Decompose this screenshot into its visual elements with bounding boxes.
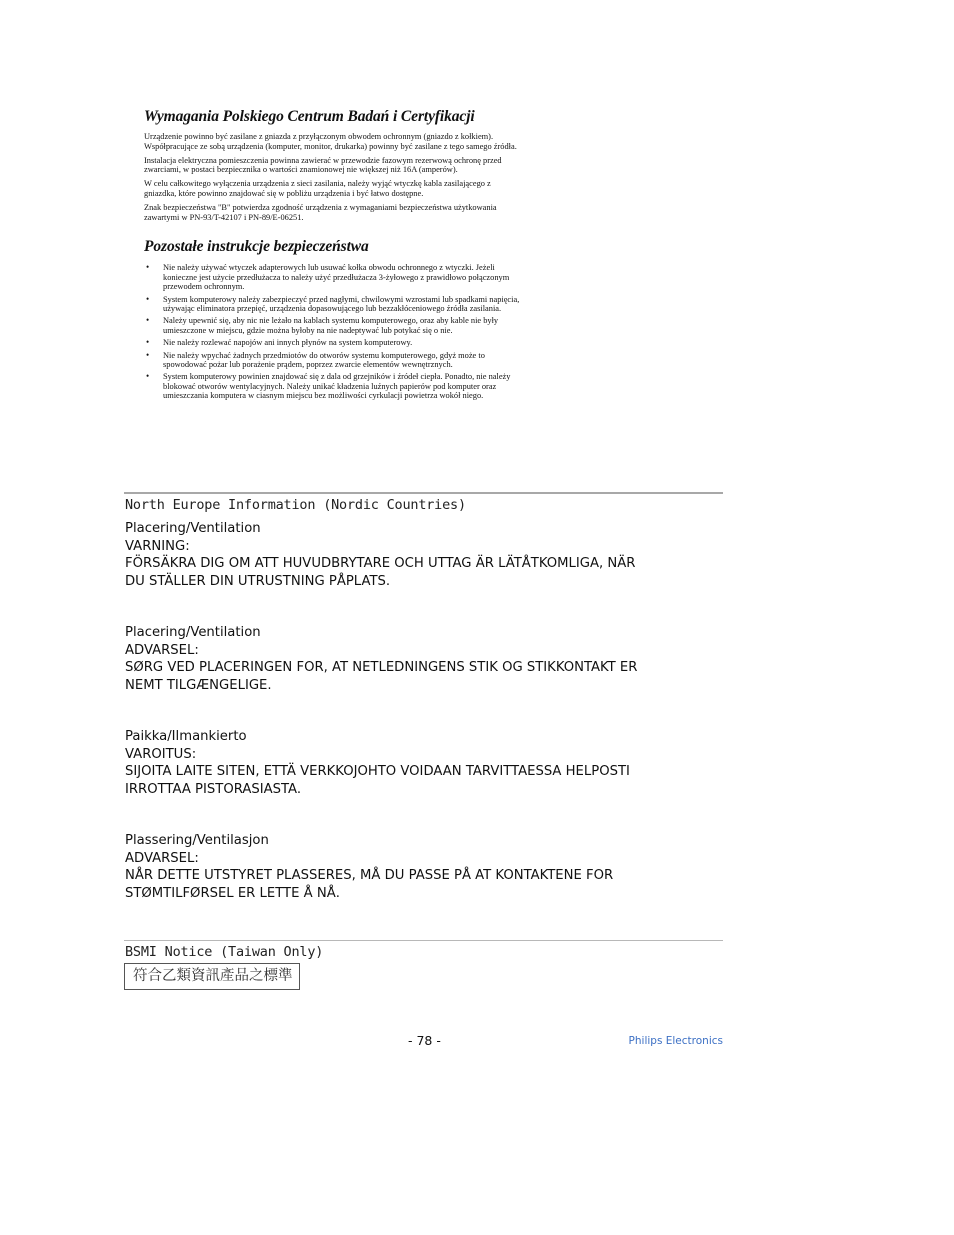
nordic-warnings (125, 520, 725, 936)
warning-placement-label: Plassering/Ventilasjon (125, 833, 269, 848)
list-item (144, 295, 524, 314)
polish-title-2: Pozostałe instrukcje bezpieczeństwa (144, 238, 369, 256)
warning-label: VAROITUS: (125, 746, 197, 762)
list-item (144, 351, 524, 370)
bsmi-heading: BSMI Notice (Taiwan Only) (125, 944, 324, 960)
warning-text: STØMTILFØRSEL ER LETTE Å NÅ. (125, 885, 340, 901)
list-item-text: Nie należy używać wtyczek adapterowych lub usuwać kołka obwodu ochronnego z wtyczki. Jeżeli konieczne jest użycie przedłużacza to należy użyć przedłużacza 3-żyłowego z prawidłowo połączonym przewodem ochronnym. (163, 263, 510, 292)
polish-certification-scan (144, 108, 524, 404)
bsmi-compliance-label: 符合乙類資訊產品之標準 (124, 963, 300, 990)
warning-placement-label: Paikka/Ilmankierto (125, 729, 247, 744)
warning-placement-label: Placering/Ventilation (125, 521, 261, 536)
warning-text: IRROTTAA PISTORASIASTA. (125, 781, 302, 797)
list-item (144, 338, 524, 347)
warning-text: DU STÄLLER DIN UTRUSTNING PÅPLATS. (125, 573, 391, 589)
list-item-text: System komputerowy powinien znajdować się z dala od grzejników i źródeł ciepła. Ponadto, nie należy blokować otworów wentylacyjnych. Należy unikać kładzenia luźnych papierów pod komputer oraz umieszczania komputera w ciasnym miejscu bez możliwości cyrkulacji powietrza wokół niego. (163, 372, 511, 401)
list-item (144, 316, 524, 335)
warning-block-finnish (125, 728, 725, 798)
warning-text: SIJOITA LAITE SITEN, ETTÄ VERKKOJOHTO VOIDAAN TARVITTAESSA HELPOSTI (125, 764, 630, 779)
polish-paragraph: Urządzenie powinno być zasilane z gniazda z przyłączonym obwodem ochronnym (gniazdo z kołkiem). Współpracujące ze sobą urządzenia (komputer, monitor, drukarka) powinny być zasilane z tego samego źródła. (144, 132, 517, 151)
list-item-text: Nie należy rozlewać napojów ani innych płynów na system komputerowy. (163, 338, 413, 348)
list-item (144, 372, 524, 400)
polish-paragraph: Znak bezpieczeństwa "B" potwierdza zgodność urządzenia z wymaganiami bezpieczeństwa użytkowania zawartymi w PN-93/T-42107 i PN-89/E-06251. (144, 202, 497, 222)
warning-block-swedish (125, 520, 725, 590)
bullet-icon: • (146, 349, 150, 360)
warning-text: SØRG VED PLACERINGEN FOR, AT NETLEDNINGENS STIK OG STIKKONTAKT ER (125, 660, 638, 675)
polish-paragraph: Instalacja elektryczna pomieszczenia powinna zawierać w przewodzie fazowym rezerwową ochronę przed zwarciami, w postaci bezpiecznika o wartości znamionowej nie większej niż 16A (amperów). (144, 155, 502, 175)
warning-text: NÅR DETTE UTSTYRET PLASSERES, MÅ DU PASSE PÅ AT KONTAKTENE FOR (125, 868, 614, 883)
bullet-icon: • (146, 337, 150, 348)
section-divider (124, 492, 723, 494)
section-divider (124, 940, 723, 941)
nordic-heading: North Europe Information (Nordic Countries) (125, 497, 466, 513)
list-item-text: Nie należy wpychać żadnych przedmiotów do otworów systemu komputerowego, gdyż może to spowodować pożar lub porażenie prądem, poprzez zwarcie elementów wewnętrznych. (163, 350, 485, 370)
polish-paragraph: W celu całkowitego wyłączenia urządzenia z sieci zasilania, należy wyjąć wtyczkę kabla zasilającego z gniazdka, które powinno znajdować się w pobliżu urządzenia i być łatwo dostępne. (144, 179, 491, 198)
warning-label: ADVARSEL: (125, 642, 199, 658)
warning-text: NEMT TILGÆNGELIGE. (125, 677, 272, 693)
warning-label: VARNING: (125, 538, 190, 554)
list-item-text: Należy upewnić się, aby nic nie leżało na kablach systemu komputerowego, oraz aby kable nie były umieszczone w miejscu, gdzie można byłoby na nie nadeptywać lub potykać się o nie. (163, 316, 499, 335)
warning-block-danish (125, 624, 725, 694)
bullet-icon: • (146, 262, 150, 273)
polish-title: Wymagania Polskiego Centrum Badań i Certyfikacji (144, 108, 475, 125)
polish-safety-list (144, 263, 524, 400)
page-number: - 78 - (408, 1033, 441, 1048)
list-item (144, 263, 524, 291)
warning-block-norwegian (125, 832, 725, 902)
bullet-icon: • (146, 315, 150, 326)
warning-placement-label: Placering/Ventilation (125, 625, 261, 640)
bullet-icon: • (146, 371, 150, 382)
footer-brand-link[interactable]: Philips Electronics (628, 1035, 723, 1047)
list-item-text: System komputerowy należy zabezpieczyć przed nagłymi, chwilowymi wzrostami lub spadkami napięcia, używając eliminatora przepięć, urządzenia dopasowującego lub bezzakłóceniowego źródła zasilania. (163, 294, 520, 313)
warning-text: FÖRSÄKRA DIG OM ATT HUVUDBRYTARE OCH UTTAG ÄR LÄTÅTKOMLIGA, NÄR (125, 556, 636, 571)
warning-label: ADVARSEL: (125, 850, 199, 866)
bullet-icon: • (146, 293, 150, 304)
